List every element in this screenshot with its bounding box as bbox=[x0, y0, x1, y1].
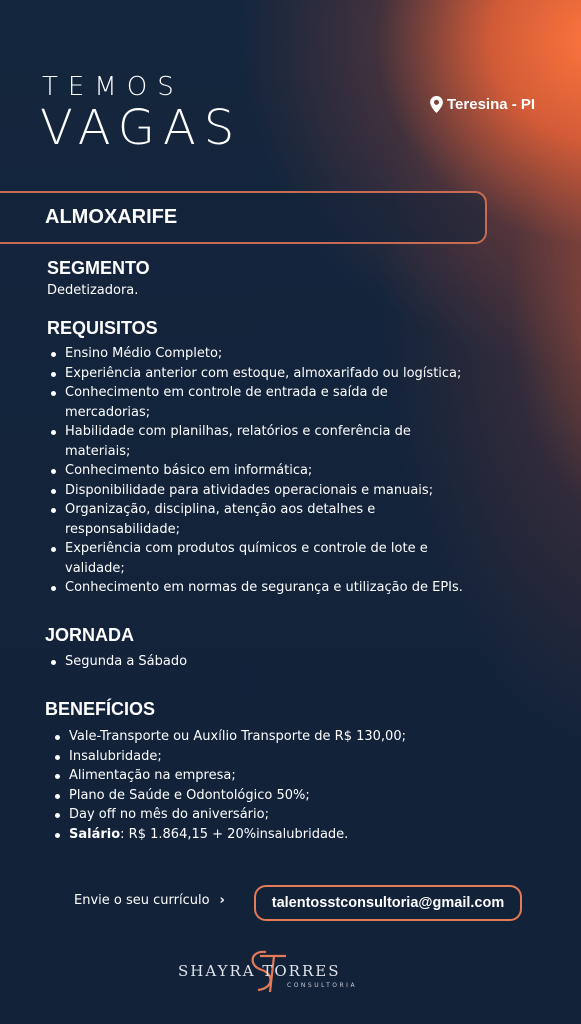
job-title: ALMOXARIFE bbox=[45, 206, 178, 228]
beneficios-list bbox=[52, 727, 522, 844]
jornada-title: JORNADA bbox=[45, 625, 135, 645]
list-item: Organização, disciplina, atenção aos detalhes e responsabilidade; bbox=[48, 500, 438, 539]
list-item: Habilidade com planilhas, relatórios e conferência de materiais; bbox=[48, 422, 468, 461]
requisitos-title: REQUISITOS bbox=[47, 318, 158, 338]
cta-text: Envie o seu currículo bbox=[74, 893, 210, 908]
headline-vagas: VAGAS bbox=[40, 100, 243, 156]
salary-label: Salário bbox=[69, 826, 121, 842]
email-link[interactable] bbox=[254, 885, 522, 921]
list-item: Disponibilidade para atividades operacionais e manuais; bbox=[48, 481, 518, 501]
cta bbox=[74, 893, 225, 908]
salary-item bbox=[52, 825, 522, 845]
segmento-value: Dedetizadora. bbox=[47, 283, 139, 298]
salary-value: : R$ 1.864,15 + 20%insalubridade. bbox=[120, 826, 349, 842]
list-item: Plano de Saúde e Odontológico 50%; bbox=[52, 786, 522, 806]
jornada-list bbox=[48, 652, 518, 672]
list-item: Experiência anterior com estoque, almoxarifado ou logística; bbox=[48, 364, 518, 384]
segmento-title: SEGMENTO bbox=[47, 258, 150, 278]
list-item: Vale-Transporte ou Auxílio Transporte de R$ 130,00; bbox=[52, 727, 522, 747]
beneficios-title: BENEFÍCIOS bbox=[45, 699, 156, 719]
list-item: Experiência com produtos químicos e controle de lote e validade; bbox=[48, 539, 468, 578]
location bbox=[430, 96, 535, 113]
list-item: Conhecimento básico em informática; bbox=[48, 461, 518, 481]
list-item: Segunda a Sábado bbox=[48, 652, 518, 672]
requisitos-list bbox=[48, 344, 518, 598]
chevron-right-icon: › bbox=[219, 893, 225, 908]
email-address: talentosstconsultoria@gmail.com bbox=[271, 895, 505, 911]
list-item: Conhecimento em normas de segurança e utilização de EPIs. bbox=[48, 578, 518, 598]
list-item: Day off no mês do aniversário; bbox=[52, 805, 522, 825]
list-item: Alimentação na empresa; bbox=[52, 766, 522, 786]
list-item: Conhecimento em controle de entrada e saída de mercadorias; bbox=[48, 383, 448, 422]
list-item: Ensino Médio Completo; bbox=[48, 344, 518, 364]
headline-temos: TEMOS bbox=[42, 72, 184, 102]
job-title-banner bbox=[0, 191, 487, 244]
location-pin-icon bbox=[430, 96, 443, 113]
list-item: Insalubridade; bbox=[52, 747, 522, 767]
location-label: Teresina - PI bbox=[447, 96, 536, 113]
logo-name: SHAYRA TORRES bbox=[178, 962, 341, 980]
logo-subtitle: CONSULTORIA bbox=[287, 982, 358, 989]
